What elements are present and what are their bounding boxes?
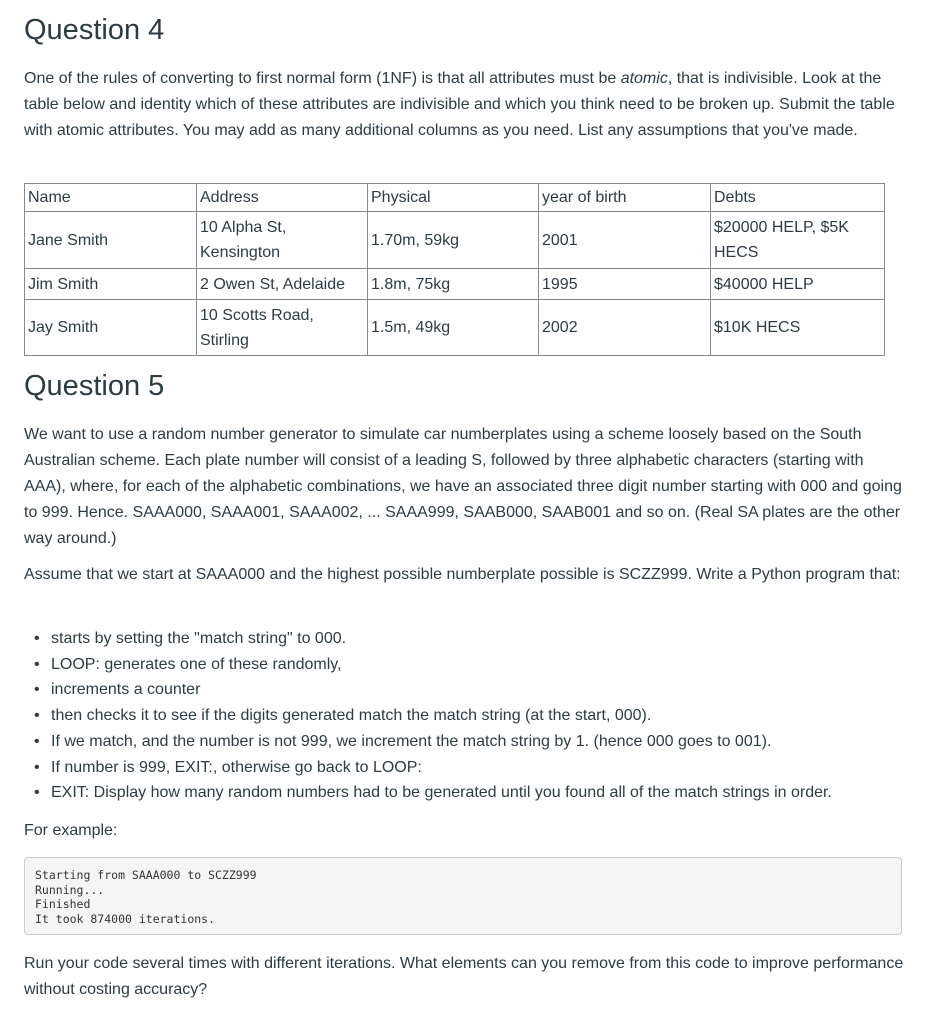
header-cell-physical: Physical <box>368 184 539 212</box>
code-line: Running... <box>35 882 105 897</box>
cell-physical: 1.70m, 59kg <box>368 212 539 269</box>
cell-debts: $20000 HELP, $5K HECS <box>711 212 885 269</box>
list-item: • increments a counter <box>51 677 832 703</box>
code-line: Finished <box>35 897 91 911</box>
program-steps-list <box>24 626 832 806</box>
q4-emphasis-atomic: atomic <box>620 70 668 87</box>
cell-physical: 1.8m, 75kg <box>368 269 539 300</box>
example-output-code-block <box>24 857 902 935</box>
header-cell-debts: Debts <box>711 184 885 212</box>
q4-text-start: One of the rules of converting to first normal form (1NF) is that all attributes must be <box>24 70 621 87</box>
q4-text-end: , that is indivisible. Look at the table below and identity which of these attributes are indivisible and which you think need to be broken up. Submit the table with atomic attributes. You may add as many additional columns as you need. List any assumptions that you've made. <box>24 70 895 139</box>
cell-name: Jane Smith <box>25 212 197 269</box>
question-4-title: Question 4 <box>24 14 165 46</box>
cell-address: 10 Alpha St, Kensington <box>197 212 368 269</box>
table-row <box>25 300 885 356</box>
list-item: • then checks it to see if the digits generated match the match string (at the start, 000). <box>51 703 832 729</box>
attributes-table <box>24 183 885 356</box>
cell-name: Jim Smith <box>25 269 197 300</box>
header-cell-name: Name <box>25 184 197 212</box>
list-item: • If we match, and the number is not 999, we increment the match string by 1. (hence 000 goes to 001). <box>51 729 832 755</box>
code-line: It took 874000 iterations. <box>35 911 216 926</box>
question-4-instructions <box>24 66 904 144</box>
header-cell-address: Address <box>197 184 368 212</box>
cell-debts: $10K HECS <box>711 300 885 356</box>
cell-address: 10 Scotts Road, Stirling <box>197 300 368 356</box>
question-5-description: We want to use a random number generator to simulate car numberplates using a scheme loosely based on the South Australian scheme. Each plate number will consist of a leading S, followed by three alphabetic characters (starting with AAA), where, for each of the alphabetic combinations, we have an associated three digit number starting with 000 and going to 999. Hence. SAAA000, SAAA001, SAAA002, ... SAAA999, SAAB000, SAAB001 and so on. (Real SA plates are the other way around.) <box>24 426 902 547</box>
table-header-row <box>25 184 885 212</box>
table-row <box>25 269 885 300</box>
list-item: • EXIT: Display how many random numbers had to be generated until you found all of the match strings in order. <box>51 780 832 806</box>
cell-year-of-birth: 2001 <box>539 212 711 269</box>
list-item: • If number is 999, EXIT:, otherwise go back to LOOP: <box>51 755 832 781</box>
cell-name: Jay Smith <box>25 300 197 356</box>
list-item: • LOOP: generates one of these randomly, <box>51 652 832 678</box>
header-cell-year-of-birth: year of birth <box>539 184 711 212</box>
cell-year-of-birth: 2002 <box>539 300 711 356</box>
question-5-task: Assume that we start at SAAA000 and the highest possible numberplate possible is SCZZ999. Write a Python program that: <box>24 566 901 583</box>
performance-question: Run your code several times with different iterations. What elements can you remove from this code to improve performance without costing accuracy? <box>24 955 904 998</box>
cell-physical: 1.5m, 49kg <box>368 300 539 356</box>
example-label: For example: <box>24 822 118 839</box>
cell-debts: $40000 HELP <box>711 269 885 300</box>
table-row <box>25 212 885 269</box>
cell-address: 2 Owen St, Adelaide <box>197 269 368 300</box>
cell-year-of-birth: 1995 <box>539 269 711 300</box>
code-line: Starting from SAAA000 to SCZZ999 <box>35 868 257 882</box>
question-5-title: Question 5 <box>24 370 165 402</box>
list-item: • starts by setting the "match string" to 000. <box>51 626 832 652</box>
